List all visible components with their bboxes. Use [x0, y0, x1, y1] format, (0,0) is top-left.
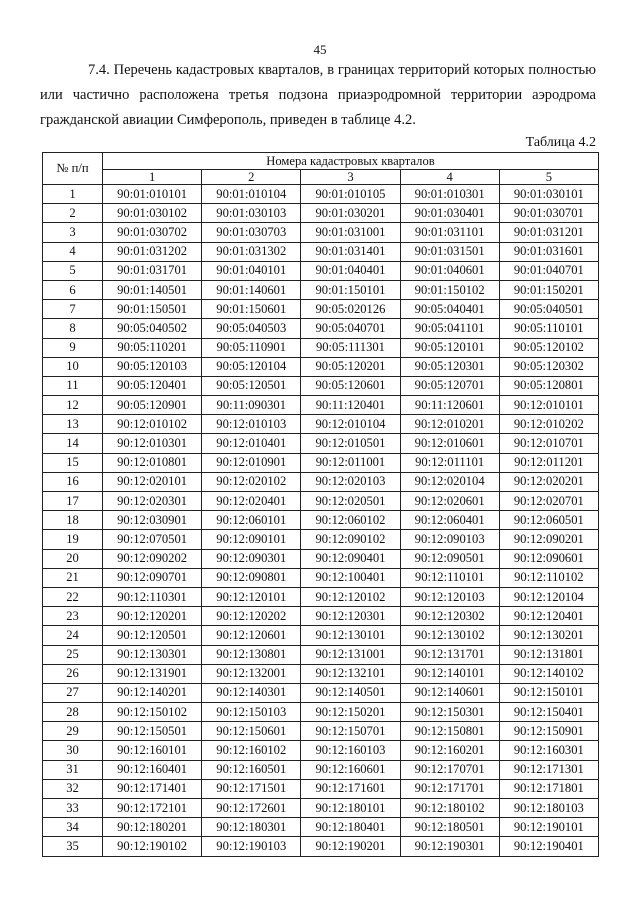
cadastral-number-cell: 90:01:030401 — [400, 204, 499, 223]
cadastral-number-cell: 90:12:010103 — [202, 415, 301, 434]
cadastral-number-cell: 90:01:030103 — [202, 204, 301, 223]
cadastral-number-cell: 90:12:010101 — [499, 396, 598, 415]
cadastral-number-cell: 90:12:120501 — [103, 626, 202, 645]
row-number-cell: 24 — [43, 626, 103, 645]
cadastral-number-cell: 90:05:111301 — [301, 338, 400, 357]
row-number-cell: 4 — [43, 242, 103, 261]
column-number-header: 4 — [400, 170, 499, 185]
cadastral-number-cell: 90:12:140601 — [400, 683, 499, 702]
cadastral-number-cell: 90:12:160103 — [301, 741, 400, 760]
cadastral-number-cell: 90:01:031001 — [301, 223, 400, 242]
row-number-cell: 25 — [43, 645, 103, 664]
row-number-cell: 33 — [43, 799, 103, 818]
cadastral-number-cell: 90:12:150103 — [202, 703, 301, 722]
cadastral-number-cell: 90:12:150601 — [202, 722, 301, 741]
cadastral-number-cell: 90:12:140501 — [301, 683, 400, 702]
cadastral-number-cell: 90:12:090701 — [103, 568, 202, 587]
row-number-cell: 7 — [43, 300, 103, 319]
row-number-cell: 6 — [43, 280, 103, 299]
intro-text: 7.4. Перечень кадастровых кварталов, в границах территорий которых полностью или частично расположена третья подзона приаэродромной территории аэродрома гражданской авиации Симферополь, приведен в таблице 4.2. — [40, 62, 596, 128]
cadastral-number-cell: 90:12:160301 — [499, 741, 598, 760]
cadastral-number-cell: 90:01:040101 — [202, 261, 301, 280]
row-number-cell: 23 — [43, 607, 103, 626]
cadastral-number-cell: 90:12:020501 — [301, 492, 400, 511]
cadastral-number-cell: 90:12:150201 — [301, 703, 400, 722]
cadastral-number-cell: 90:12:010501 — [301, 434, 400, 453]
cadastral-number-cell: 90:12:120102 — [301, 587, 400, 606]
cadastral-number-cell: 90:12:180201 — [103, 818, 202, 837]
cadastral-number-cell: 90:12:172101 — [103, 799, 202, 818]
cadastral-number-cell: 90:12:110101 — [400, 568, 499, 587]
cadastral-number-cell: 90:12:120202 — [202, 607, 301, 626]
cadastral-number-cell: 90:12:140301 — [202, 683, 301, 702]
row-number-cell: 27 — [43, 683, 103, 702]
table-row — [43, 587, 599, 606]
cadastral-number-cell: 90:05:120301 — [400, 357, 499, 376]
table-row — [43, 204, 599, 223]
cadastral-number-cell: 90:01:030102 — [103, 204, 202, 223]
cadastral-number-cell: 90:12:180301 — [202, 818, 301, 837]
cadastral-number-cell: 90:01:140601 — [202, 280, 301, 299]
cadastral-number-cell: 90:12:172601 — [202, 799, 301, 818]
cadastral-number-cell: 90:05:110901 — [202, 338, 301, 357]
cadastral-number-cell: 90:12:130101 — [301, 626, 400, 645]
cadastral-number-cell: 90:12:120201 — [103, 607, 202, 626]
cadastral-number-cell: 90:12:011101 — [400, 453, 499, 472]
cadastral-number-cell: 90:12:090401 — [301, 549, 400, 568]
cadastral-number-cell: 90:12:090301 — [202, 549, 301, 568]
cadastral-number-cell: 90:12:011001 — [301, 453, 400, 472]
cadastral-number-cell: 90:05:120102 — [499, 338, 598, 357]
table-row — [43, 607, 599, 626]
cadastral-number-cell: 90:01:031401 — [301, 242, 400, 261]
cadastral-number-cell: 90:12:010901 — [202, 453, 301, 472]
cadastral-number-cell: 90:12:160401 — [103, 760, 202, 779]
table-row — [43, 626, 599, 645]
table-row — [43, 683, 599, 702]
cadastral-number-cell: 90:12:160501 — [202, 760, 301, 779]
cadastral-number-cell: 90:12:020401 — [202, 492, 301, 511]
table-row — [43, 242, 599, 261]
table-row — [43, 280, 599, 299]
table-row — [43, 568, 599, 587]
table-row — [43, 300, 599, 319]
row-number-cell: 12 — [43, 396, 103, 415]
row-number-cell: 8 — [43, 319, 103, 338]
cadastral-number-cell: 90:12:160601 — [301, 760, 400, 779]
table-row — [43, 434, 599, 453]
cadastral-number-cell: 90:12:171601 — [301, 779, 400, 798]
intro-paragraph — [40, 58, 596, 133]
header-row-group — [43, 153, 599, 170]
cadastral-number-cell: 90:01:031701 — [103, 261, 202, 280]
group-header: Номера кадастровых кварталов — [103, 153, 599, 170]
cadastral-number-cell: 90:05:120302 — [499, 357, 598, 376]
row-number-cell: 19 — [43, 530, 103, 549]
row-number-cell: 17 — [43, 492, 103, 511]
cadastral-number-cell: 90:05:040501 — [499, 300, 598, 319]
column-number-header: 5 — [499, 170, 598, 185]
table-head — [43, 153, 599, 185]
row-number-cell: 11 — [43, 376, 103, 395]
cadastral-number-cell: 90:12:131701 — [400, 645, 499, 664]
cadastral-number-cell: 90:12:170701 — [400, 760, 499, 779]
table-body — [43, 185, 599, 857]
table-row — [43, 549, 599, 568]
cadastral-number-cell: 90:12:150102 — [103, 703, 202, 722]
cadastral-number-cell: 90:12:150501 — [103, 722, 202, 741]
cadastral-number-cell: 90:05:040401 — [400, 300, 499, 319]
row-number-cell: 31 — [43, 760, 103, 779]
column-number-header: 3 — [301, 170, 400, 185]
cadastral-number-cell: 90:12:140201 — [103, 683, 202, 702]
row-number-cell: 35 — [43, 837, 103, 856]
cadastral-number-cell: 90:12:190401 — [499, 837, 598, 856]
cadastral-number-cell: 90:12:020601 — [400, 492, 499, 511]
cadastral-number-cell: 90:05:020126 — [301, 300, 400, 319]
cadastral-number-cell: 90:05:040502 — [103, 319, 202, 338]
cadastral-number-cell: 90:12:180101 — [301, 799, 400, 818]
cadastral-number-cell: 90:05:120101 — [400, 338, 499, 357]
table-row — [43, 338, 599, 357]
cadastral-number-cell: 90:12:150401 — [499, 703, 598, 722]
cadastral-number-cell: 90:12:140102 — [499, 664, 598, 683]
cadastral-number-cell: 90:12:110102 — [499, 568, 598, 587]
cadastral-number-cell: 90:12:171501 — [202, 779, 301, 798]
cadastral-number-cell: 90:12:171401 — [103, 779, 202, 798]
cadastral-number-cell: 90:12:090801 — [202, 568, 301, 587]
table-row — [43, 741, 599, 760]
table-row — [43, 664, 599, 683]
cadastral-number-cell: 90:12:160201 — [400, 741, 499, 760]
cadastral-number-cell: 90:12:020301 — [103, 492, 202, 511]
cadastral-number-cell: 90:01:150501 — [103, 300, 202, 319]
cadastral-number-cell: 90:12:140101 — [400, 664, 499, 683]
row-number-cell: 26 — [43, 664, 103, 683]
cadastral-number-cell: 90:12:132101 — [301, 664, 400, 683]
cadastral-number-cell: 90:12:060101 — [202, 511, 301, 530]
row-number-cell: 1 — [43, 185, 103, 204]
cadastral-number-cell: 90:12:190101 — [499, 818, 598, 837]
cadastral-number-cell: 90:12:171801 — [499, 779, 598, 798]
cadastral-number-cell: 90:12:010102 — [103, 415, 202, 434]
cadastral-number-cell: 90:12:090103 — [400, 530, 499, 549]
cadastral-number-cell: 90:01:030703 — [202, 223, 301, 242]
cadastral-number-cell: 90:12:010801 — [103, 453, 202, 472]
cadastral-number-cell: 90:12:120101 — [202, 587, 301, 606]
row-number-cell: 13 — [43, 415, 103, 434]
cadastral-number-cell: 90:01:030201 — [301, 204, 400, 223]
cadastral-number-cell: 90:12:150801 — [400, 722, 499, 741]
cadastral-number-cell: 90:01:010104 — [202, 185, 301, 204]
table-row — [43, 760, 599, 779]
cadastral-number-cell: 90:12:090601 — [499, 549, 598, 568]
cadastral-number-cell: 90:12:132001 — [202, 664, 301, 683]
cadastral-number-cell: 90:12:150301 — [400, 703, 499, 722]
cadastral-number-cell: 90:12:190201 — [301, 837, 400, 856]
cadastral-number-cell: 90:12:160101 — [103, 741, 202, 760]
cadastral-number-cell: 90:12:120601 — [202, 626, 301, 645]
row-number-cell: 14 — [43, 434, 103, 453]
cadastral-number-cell: 90:01:010105 — [301, 185, 400, 204]
column-number-header: 1 — [103, 170, 202, 185]
cadastral-number-cell: 90:01:140501 — [103, 280, 202, 299]
row-number-cell: 20 — [43, 549, 103, 568]
cadastral-number-cell: 90:12:020101 — [103, 472, 202, 491]
row-number-cell: 21 — [43, 568, 103, 587]
cadastral-number-cell: 90:05:120801 — [499, 376, 598, 395]
table-row — [43, 261, 599, 280]
cadastral-number-cell: 90:12:171701 — [400, 779, 499, 798]
cadastral-number-cell: 90:12:020104 — [400, 472, 499, 491]
cadastral-number-cell: 90:12:020103 — [301, 472, 400, 491]
cadastral-number-cell: 90:01:031302 — [202, 242, 301, 261]
cadastral-number-cell: 90:01:040401 — [301, 261, 400, 280]
row-number-cell: 18 — [43, 511, 103, 530]
cadastral-number-cell: 90:05:120501 — [202, 376, 301, 395]
cadastral-number-cell: 90:01:031601 — [499, 242, 598, 261]
cadastral-number-cell: 90:12:060102 — [301, 511, 400, 530]
cadastral-number-cell: 90:01:030101 — [499, 185, 598, 204]
cadastral-number-cell: 90:12:120302 — [400, 607, 499, 626]
cadastral-number-cell: 90:12:130201 — [499, 626, 598, 645]
table-row — [43, 185, 599, 204]
cadastral-number-cell: 90:12:010301 — [103, 434, 202, 453]
cadastral-number-cell: 90:12:090501 — [400, 549, 499, 568]
row-number-cell: 2 — [43, 204, 103, 223]
row-number-cell: 9 — [43, 338, 103, 357]
cadastral-number-cell: 90:12:010104 — [301, 415, 400, 434]
cadastral-number-cell: 90:01:030702 — [103, 223, 202, 242]
cadastral-number-cell: 90:12:150701 — [301, 722, 400, 741]
cadastral-number-cell: 90:05:110101 — [499, 319, 598, 338]
cadastral-number-cell: 90:05:040503 — [202, 319, 301, 338]
row-number-cell: 34 — [43, 818, 103, 837]
row-number-cell: 32 — [43, 779, 103, 798]
table-row — [43, 357, 599, 376]
cadastral-number-cell: 90:12:130301 — [103, 645, 202, 664]
cadastral-number-cell: 90:12:190102 — [103, 837, 202, 856]
cadastral-number-cell: 90:12:110301 — [103, 587, 202, 606]
table-row — [43, 319, 599, 338]
column-number-header: 2 — [202, 170, 301, 185]
cadastral-number-cell: 90:01:150101 — [301, 280, 400, 299]
cadastral-number-cell: 90:12:150101 — [499, 683, 598, 702]
cadastral-number-cell: 90:01:010101 — [103, 185, 202, 204]
table-row — [43, 396, 599, 415]
cadastral-number-cell: 90:01:010301 — [400, 185, 499, 204]
cadastral-number-cell: 90:12:090201 — [499, 530, 598, 549]
cadastral-number-cell: 90:12:130801 — [202, 645, 301, 664]
cadastral-number-cell: 90:12:020701 — [499, 492, 598, 511]
table-row — [43, 472, 599, 491]
cadastral-number-cell: 90:05:120701 — [400, 376, 499, 395]
cadastral-number-cell: 90:12:070501 — [103, 530, 202, 549]
table-row — [43, 799, 599, 818]
page-number: 45 — [313, 42, 327, 57]
row-number-header: № п/п — [43, 153, 103, 185]
table-row — [43, 511, 599, 530]
cadastral-number-cell: 90:12:120104 — [499, 587, 598, 606]
cadastral-number-cell: 90:01:031202 — [103, 242, 202, 261]
cadastral-number-cell: 90:11:120401 — [301, 396, 400, 415]
table-row — [43, 453, 599, 472]
cadastral-number-cell: 90:01:150102 — [400, 280, 499, 299]
cadastral-number-cell: 90:12:120301 — [301, 607, 400, 626]
cadastral-number-cell: 90:05:110201 — [103, 338, 202, 357]
cadastral-number-cell: 90:05:041101 — [400, 319, 499, 338]
row-number-cell: 5 — [43, 261, 103, 280]
cadastral-number-cell: 90:01:150201 — [499, 280, 598, 299]
table-row — [43, 376, 599, 395]
row-number-cell: 30 — [43, 741, 103, 760]
cadastral-number-cell: 90:12:011201 — [499, 453, 598, 472]
cadastral-number-cell: 90:12:010701 — [499, 434, 598, 453]
header-row-numbers — [43, 170, 599, 185]
row-number-cell: 29 — [43, 722, 103, 741]
cadastral-number-cell: 90:12:090101 — [202, 530, 301, 549]
cadastral-number-cell: 90:12:120401 — [499, 607, 598, 626]
cadastral-number-cell: 90:12:160102 — [202, 741, 301, 760]
cadastral-number-cell: 90:01:040701 — [499, 261, 598, 280]
cadastral-number-cell: 90:12:030901 — [103, 511, 202, 530]
table-row — [43, 492, 599, 511]
table-row — [43, 779, 599, 798]
cadastral-number-cell: 90:12:150901 — [499, 722, 598, 741]
cadastral-number-cell: 90:01:031101 — [400, 223, 499, 242]
table-row — [43, 223, 599, 242]
cadastral-number-cell: 90:11:120601 — [400, 396, 499, 415]
cadastral-number-cell: 90:05:120104 — [202, 357, 301, 376]
cadastral-number-cell: 90:12:100401 — [301, 568, 400, 587]
cadastral-number-cell: 90:01:031201 — [499, 223, 598, 242]
table-row — [43, 722, 599, 741]
cadastral-number-cell: 90:12:010601 — [400, 434, 499, 453]
table-row — [43, 703, 599, 722]
cadastral-quarters-table — [42, 152, 599, 857]
cadastral-number-cell: 90:01:040601 — [400, 261, 499, 280]
cadastral-number-cell: 90:12:130102 — [400, 626, 499, 645]
table-row — [43, 530, 599, 549]
cadastral-number-cell: 90:12:090202 — [103, 549, 202, 568]
table-row — [43, 415, 599, 434]
cadastral-number-cell: 90:12:020102 — [202, 472, 301, 491]
cadastral-number-cell: 90:05:120601 — [301, 376, 400, 395]
row-number-cell: 16 — [43, 472, 103, 491]
cadastral-number-cell: 90:12:060501 — [499, 511, 598, 530]
row-number-cell: 3 — [43, 223, 103, 242]
cadastral-number-cell: 90:11:090301 — [202, 396, 301, 415]
cadastral-number-cell: 90:12:180401 — [301, 818, 400, 837]
cadastral-number-cell: 90:12:010202 — [499, 415, 598, 434]
cadastral-number-cell: 90:01:150601 — [202, 300, 301, 319]
cadastral-number-cell: 90:12:180103 — [499, 799, 598, 818]
row-number-cell: 28 — [43, 703, 103, 722]
cadastral-number-cell: 90:01:030701 — [499, 204, 598, 223]
cadastral-number-cell: 90:12:010401 — [202, 434, 301, 453]
cadastral-number-cell: 90:05:120201 — [301, 357, 400, 376]
cadastral-number-cell: 90:12:060401 — [400, 511, 499, 530]
cadastral-number-cell: 90:05:040701 — [301, 319, 400, 338]
row-number-cell: 10 — [43, 357, 103, 376]
cadastral-number-cell: 90:01:031501 — [400, 242, 499, 261]
cadastral-number-cell: 90:12:131801 — [499, 645, 598, 664]
table-row — [43, 837, 599, 856]
cadastral-number-cell: 90:12:010201 — [400, 415, 499, 434]
cadastral-number-cell: 90:12:020201 — [499, 472, 598, 491]
cadastral-number-cell: 90:12:131901 — [103, 664, 202, 683]
cadastral-number-cell: 90:12:090102 — [301, 530, 400, 549]
row-number-cell: 22 — [43, 587, 103, 606]
table-row — [43, 818, 599, 837]
cadastral-number-cell: 90:12:190301 — [400, 837, 499, 856]
cadastral-number-cell: 90:05:120901 — [103, 396, 202, 415]
cadastral-number-cell: 90:12:180501 — [400, 818, 499, 837]
cadastral-number-cell: 90:12:180102 — [400, 799, 499, 818]
row-number-cell: 15 — [43, 453, 103, 472]
cadastral-number-cell: 90:12:131001 — [301, 645, 400, 664]
cadastral-number-cell: 90:05:120103 — [103, 357, 202, 376]
cadastral-number-cell: 90:12:120103 — [400, 587, 499, 606]
cadastral-number-cell: 90:05:120401 — [103, 376, 202, 395]
cadastral-number-cell: 90:12:190103 — [202, 837, 301, 856]
table-caption: Таблица 4.2 — [525, 135, 596, 150]
cadastral-number-cell: 90:12:171301 — [499, 760, 598, 779]
table-row — [43, 645, 599, 664]
